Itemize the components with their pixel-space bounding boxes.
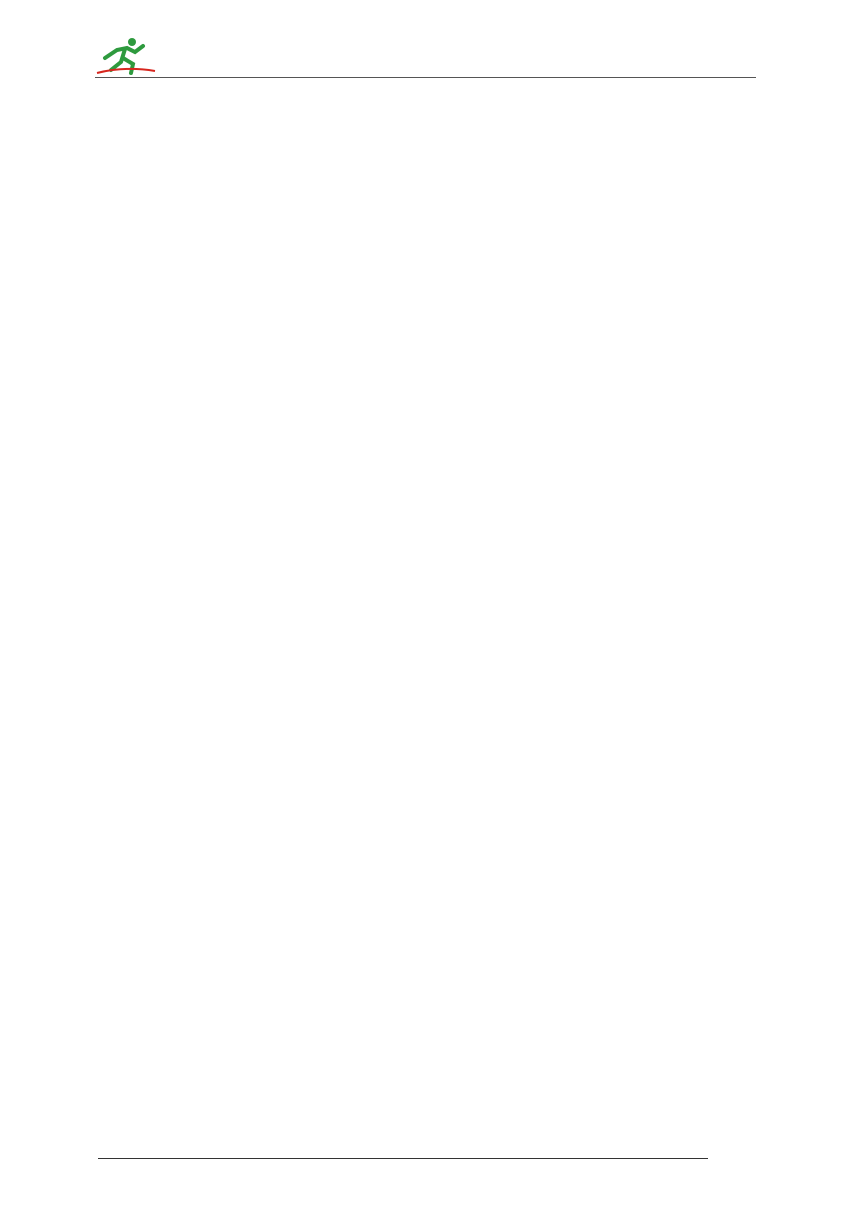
footer-divider [98,1158,708,1159]
page-header [0,0,860,80]
logo-runner-icon [95,36,265,76]
header-divider [95,77,756,78]
site-logo[interactable] [95,36,265,76]
